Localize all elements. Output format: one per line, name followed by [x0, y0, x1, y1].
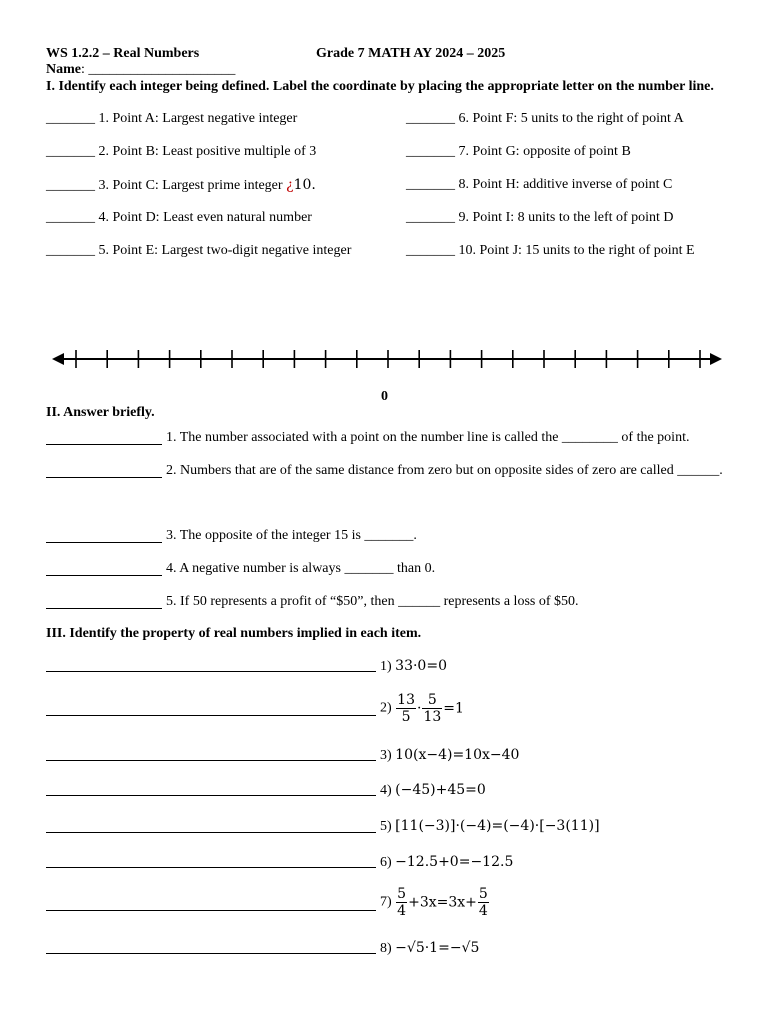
number-line[interactable] [50, 345, 724, 375]
item-number: 1) [380, 659, 392, 674]
answer-blank[interactable]: _______ [406, 177, 455, 192]
answer-line[interactable] [46, 760, 376, 761]
part2-item-5: 5. If 50 represents a profit of “$50”, then ______ represents a loss of $50. [166, 594, 579, 609]
part3-item-7 [380, 886, 490, 919]
answer-line[interactable] [46, 444, 162, 445]
part3-instruction: III. Identify the property of real numbers implied in each item. [46, 626, 422, 641]
fraction [396, 692, 416, 725]
answer-line[interactable] [46, 671, 376, 672]
answer-line[interactable] [46, 953, 376, 954]
item-text: 4. Point D: Least even natural number [98, 210, 312, 225]
item-text: 3. Point C: Largest prime integer [98, 178, 287, 193]
numerator: 5 [422, 692, 442, 709]
item-text: 5. Point E: Largest two-digit negative integer [98, 243, 352, 258]
answer-line[interactable] [46, 795, 376, 796]
denominator: 4 [397, 903, 407, 919]
expression: (−45)+45=0 [395, 782, 486, 798]
answer-line[interactable] [46, 832, 376, 833]
item-text: 9. Point I: 8 units to the left of point D [458, 210, 674, 225]
fraction [478, 886, 489, 919]
part1-item-9 [406, 210, 674, 226]
item-number: 4) [380, 783, 392, 798]
part3-item-3 [380, 747, 519, 764]
tick-marks [76, 350, 700, 368]
expression: −12.5+0=−12.5 [395, 854, 514, 870]
answer-blank[interactable]: _______ [46, 144, 95, 159]
part2-item-3: 3. The opposite of the integer 15 is _______. [166, 528, 417, 543]
item-number: 2) [380, 700, 392, 716]
zero-label: 0 [381, 389, 388, 404]
answer-line[interactable] [46, 575, 162, 576]
answer-line[interactable] [46, 715, 376, 716]
part3-item-6 [380, 854, 513, 871]
item-number: 6) [380, 855, 392, 870]
numerator: 5 [478, 886, 488, 902]
answer-blank[interactable]: _______ [46, 178, 95, 193]
item-text: 10. Point J: 15 units to the right of point E [458, 243, 695, 258]
denominator: 5 [401, 709, 411, 725]
expression: −√5·1=−√5 [395, 940, 480, 956]
part2-item-2: 2. Numbers that are of the same distance from zero but on opposite sides of zero are called ______. [166, 463, 723, 478]
expression: [11(−3)]·(−4)=(−4)·[−3(11)] [395, 818, 600, 834]
expression-tail: =1 [443, 700, 464, 717]
item-tail: 10. [293, 177, 316, 193]
item-number: 3) [380, 748, 392, 763]
answer-blank[interactable]: _______ [46, 243, 95, 258]
numerator: 13 [397, 692, 415, 708]
name-row: Name: _____________________ [46, 62, 236, 77]
item-text: 8. Point H: additive inverse of point C [458, 177, 673, 192]
item-text: 1. Point A: Largest negative integer [98, 111, 298, 126]
expression: 33·0=0 [395, 658, 447, 674]
course-title: Grade 7 MATH AY 2024 – 2025 [316, 46, 506, 61]
answer-line[interactable] [46, 477, 162, 478]
part1-item-7 [406, 144, 631, 160]
answer-blank[interactable]: _______ [46, 210, 95, 225]
part1-item-1 [46, 111, 297, 127]
operator: · [417, 700, 422, 717]
part3-item-2 [380, 692, 464, 725]
answer-line[interactable] [46, 542, 162, 543]
item-text: 6. Point F: 5 units to the right of point A [458, 111, 684, 126]
numerator: 5 [397, 886, 407, 902]
part2-item-4: 4. A negative number is always _______ than 0. [166, 561, 436, 576]
item-number: 5) [380, 819, 392, 834]
part1-item-6 [406, 111, 684, 127]
inequality-symbol: ¿ [286, 177, 294, 193]
part1-item-8 [406, 177, 672, 193]
worksheet-title: WS 1.2.2 – Real Numbers [46, 46, 200, 61]
item-number: 8) [380, 941, 392, 956]
name-blank[interactable]: _____________________ [88, 62, 236, 77]
answer-blank[interactable]: _______ [406, 210, 455, 225]
part3-item-5 [380, 818, 600, 835]
answer-line[interactable] [46, 867, 376, 868]
name-label: Name [46, 62, 81, 77]
fraction [396, 886, 407, 919]
answer-blank[interactable]: _______ [406, 243, 455, 258]
part3-item-1 [380, 658, 447, 675]
answer-blank[interactable]: _______ [406, 111, 455, 126]
answer-line[interactable] [46, 910, 376, 911]
denominator: 4 [478, 903, 488, 919]
part1-item-10 [406, 243, 695, 259]
part3-item-8 [380, 940, 479, 957]
part3-item-4 [380, 782, 486, 799]
denominator: 13 [423, 709, 442, 725]
part1-instruction: I. Identify each integer being defined. Label the coordinate by placing the appropriate letter on the number line. [46, 79, 714, 94]
item-number: 7) [380, 894, 392, 910]
expression-middle: +3x=3x+ [408, 894, 477, 911]
part2-instruction: II. Answer briefly. [46, 405, 155, 420]
part1-item-2 [46, 144, 316, 160]
part1-item-3 [46, 177, 316, 194]
part1-item-5 [46, 243, 351, 259]
item-text: 7. Point G: opposite of point B [458, 144, 631, 159]
part1-item-4 [46, 210, 312, 226]
right-arrow-icon [710, 353, 722, 365]
left-arrow-icon [52, 353, 64, 365]
item-text: 2. Point B: Least positive multiple of 3 [98, 144, 317, 159]
expression: 10(x−4)=10x−40 [395, 747, 520, 763]
answer-blank[interactable]: _______ [46, 111, 95, 126]
fraction [422, 692, 442, 725]
answer-blank[interactable]: _______ [406, 144, 455, 159]
part2-item-1: 1. The number associated with a point on the number line is called the ________ of the point. [166, 430, 690, 445]
answer-line[interactable] [46, 608, 162, 609]
